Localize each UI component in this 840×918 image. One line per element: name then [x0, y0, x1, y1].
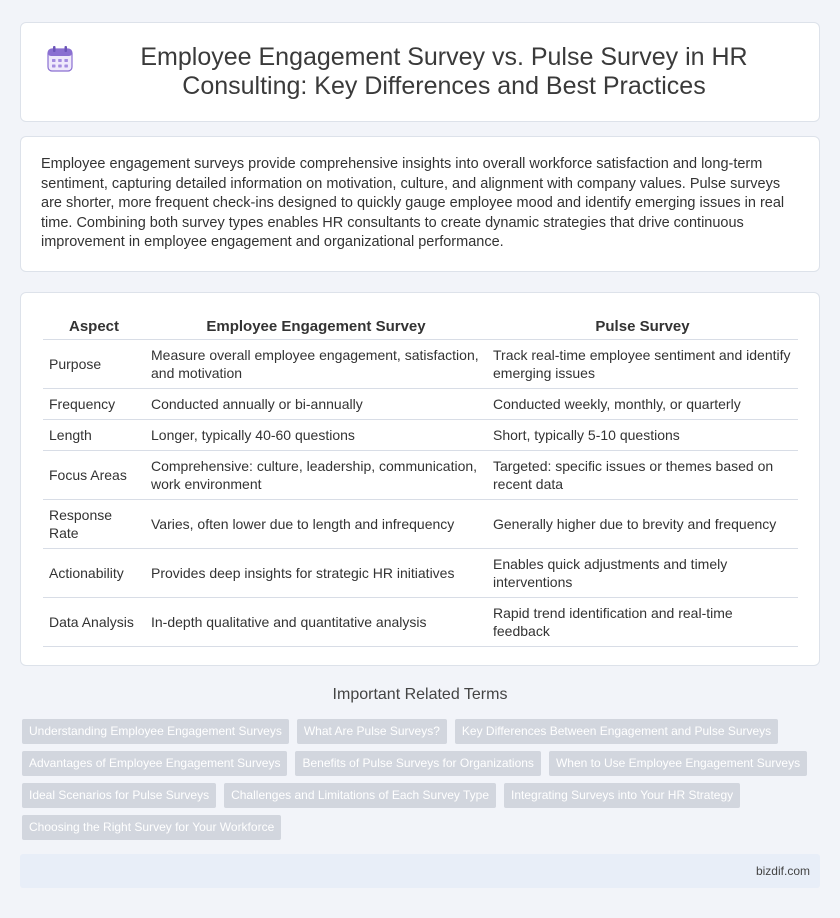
related-term-tag[interactable]: When to Use Employee Engagement Surveys	[549, 751, 807, 776]
related-term-tag[interactable]: Advantages of Employee Engagement Surveys	[22, 751, 287, 776]
related-terms-list	[22, 719, 822, 847]
row-engagement: Longer, typically 40-60 questions	[145, 420, 487, 451]
row-engagement: Conducted annually or bi-annually	[145, 389, 487, 420]
footer-bar	[20, 854, 820, 888]
row-engagement: Varies, often lower due to length and infrequency	[145, 500, 487, 549]
header-engagement: Employee Engagement Survey	[145, 313, 487, 340]
intro-card	[20, 136, 820, 272]
row-pulse: Enables quick adjustments and timely interventions	[487, 549, 798, 598]
row-engagement: In-depth qualitative and quantitative analysis	[145, 598, 487, 647]
table-row	[43, 389, 798, 420]
row-aspect: Actionability	[43, 549, 145, 598]
row-aspect: Purpose	[43, 340, 145, 389]
related-term-tag[interactable]: Benefits of Pulse Surveys for Organizations	[295, 751, 540, 776]
header-pulse: Pulse Survey	[487, 313, 798, 340]
row-pulse: Short, typically 5-10 questions	[487, 420, 798, 451]
row-pulse: Generally higher due to brevity and frequency	[487, 500, 798, 549]
intro-paragraph: Employee engagement surveys provide comprehensive insights into overall workforce satisfaction and long-term sentiment, capturing detailed information on motivation, culture, and alignment with company values. Pulse surveys are shorter, more frequent check-ins designed to quickly gauge employee mood and identify emerging issues in real time. Combining both survey types enables HR consultants to create dynamic strategies that drive continuous improvement in employee engagement and organizational performance.	[41, 156, 785, 250]
row-aspect: Focus Areas	[43, 451, 145, 500]
row-pulse: Rapid trend identification and real-time feedback	[487, 598, 798, 647]
page-title: Employee Engagement Survey vs. Pulse Survey in HR Consulting: Key Differences and Best Practices	[140, 43, 748, 100]
footer-brand[interactable]: bizdif.com	[755, 864, 810, 878]
header-aspect: Aspect	[43, 313, 145, 340]
table-header-row	[43, 313, 798, 340]
row-engagement: Measure overall employee engagement, satisfaction, and motivation	[145, 340, 487, 389]
table-row	[43, 500, 798, 549]
row-pulse: Targeted: specific issues or themes based on recent data	[487, 451, 798, 500]
row-aspect: Length	[43, 420, 145, 451]
related-term-tag[interactable]: Integrating Surveys into Your HR Strategy	[504, 783, 740, 808]
comparison-table	[43, 313, 798, 647]
related-term-tag[interactable]: Choosing the Right Survey for Your Workforce	[22, 815, 281, 840]
calendar-icon	[46, 45, 74, 73]
title-card	[20, 22, 820, 122]
related-term-tag[interactable]: Understanding Employee Engagement Surveys	[22, 719, 289, 744]
related-term-tag[interactable]: Ideal Scenarios for Pulse Surveys	[22, 783, 216, 808]
table-row	[43, 598, 798, 647]
related-term-tag[interactable]: What Are Pulse Surveys?	[297, 719, 447, 744]
related-term-tag[interactable]: Key Differences Between Engagement and Pulse Surveys	[455, 719, 778, 744]
row-pulse: Track real-time employee sentiment and identify emerging issues	[487, 340, 798, 389]
row-aspect: Response Rate	[43, 500, 145, 549]
comparison-card	[20, 292, 820, 666]
table-row	[43, 340, 798, 389]
table-row	[43, 549, 798, 598]
row-engagement: Provides deep insights for strategic HR initiatives	[145, 549, 487, 598]
table-row	[43, 451, 798, 500]
row-pulse: Conducted weekly, monthly, or quarterly	[487, 389, 798, 420]
table-row	[43, 420, 798, 451]
row-aspect: Data Analysis	[43, 598, 145, 647]
related-terms-title: Important Related Terms	[332, 686, 508, 703]
row-aspect: Frequency	[43, 389, 145, 420]
related-term-tag[interactable]: Challenges and Limitations of Each Survey Type	[224, 783, 496, 808]
row-engagement: Comprehensive: culture, leadership, communication, work environment	[145, 451, 487, 500]
